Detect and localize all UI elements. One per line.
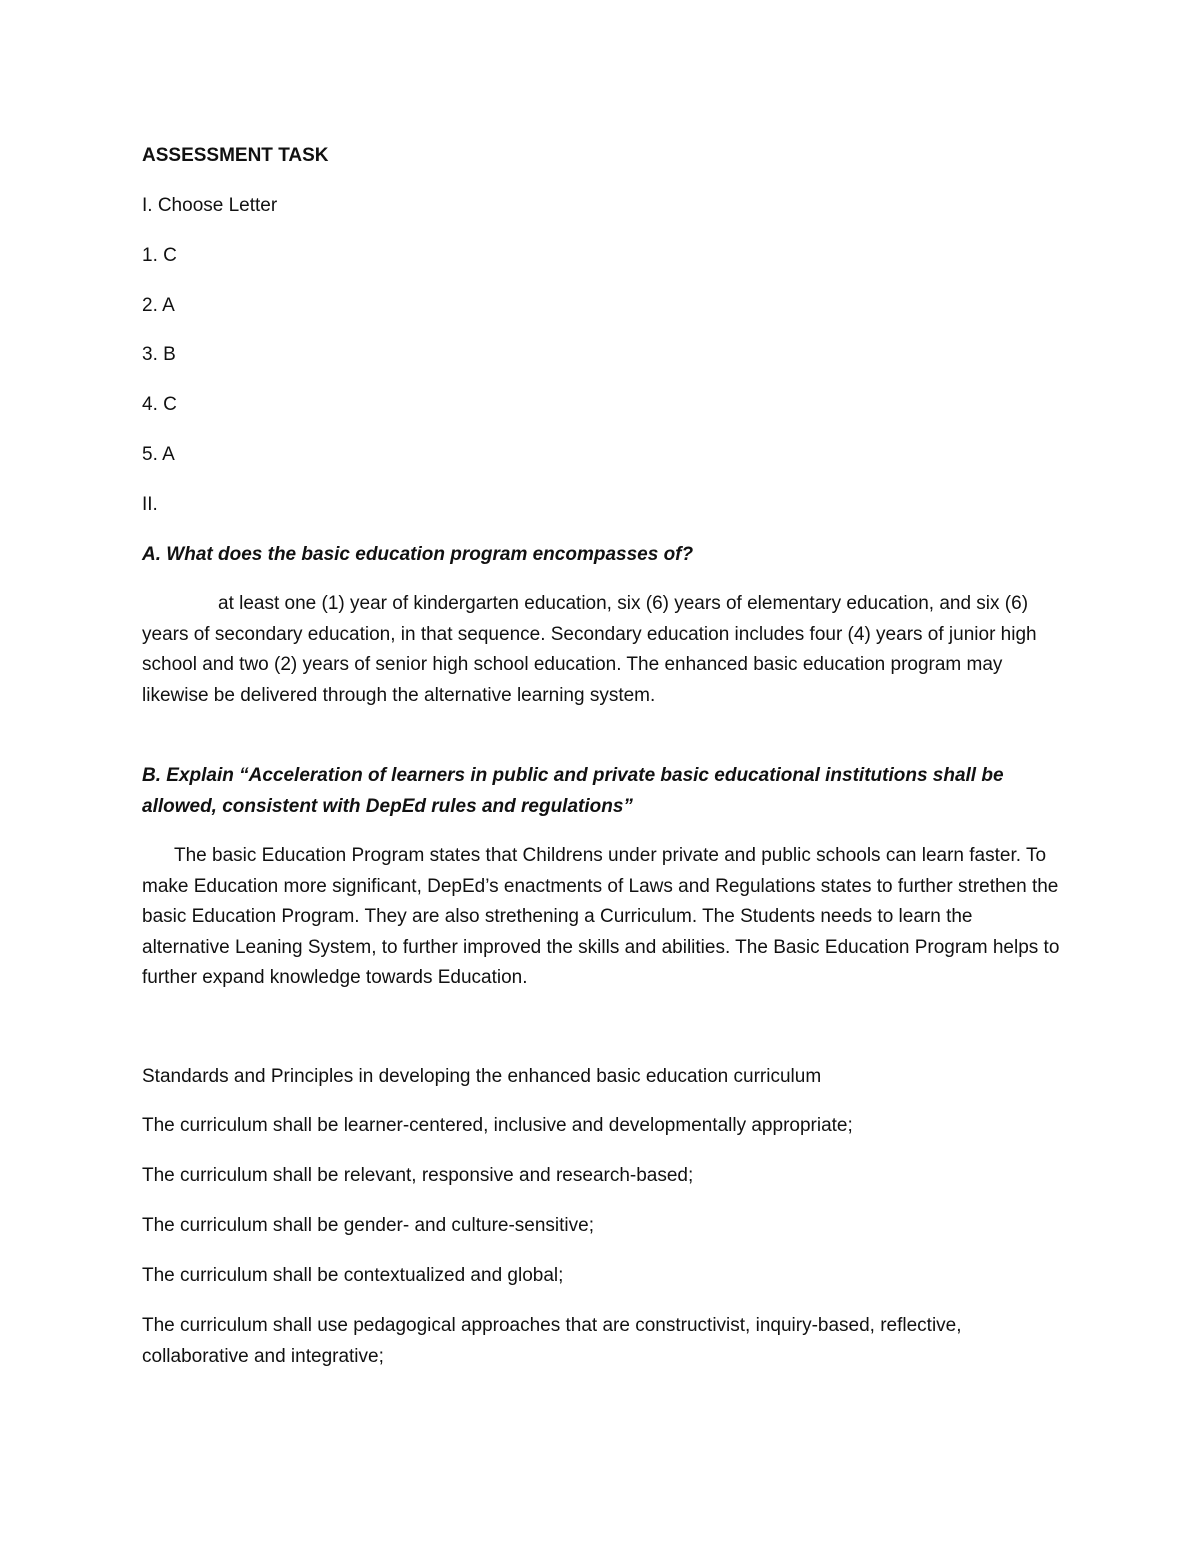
standard-item: The curriculum shall be contextualized and global; bbox=[142, 1265, 564, 1286]
standard-item: The curriculum shall use pedagogical approaches that are constructivist, inquiry-based, reflective, collaborative and integrative; bbox=[142, 1315, 962, 1367]
standard-item: The curriculum shall be gender- and culture-sensitive; bbox=[142, 1215, 594, 1236]
answer-1: 1. C bbox=[142, 245, 177, 266]
answer-3: 3. B bbox=[142, 344, 176, 365]
part2-heading: II. bbox=[142, 494, 158, 515]
answer-5: 5. A bbox=[142, 444, 175, 465]
part1-heading: I. Choose Letter bbox=[142, 195, 278, 216]
standard-item: The curriculum shall be learner-centered, inclusive and developmentally appropriate; bbox=[142, 1115, 853, 1136]
answer-2: 2. A bbox=[142, 295, 175, 316]
answer-b: The basic Education Program states that Childrens under private and public schools can learn faster. To make Education more significant, DepEd’s enactments of Laws and Regulations states to further strethen the basic Education Program. They are also strethening a Curriculum. The Students needs to learn the alternative Leaning System, to further improved the skills and abilities. The Basic Education Program helps to further expand knowledge towards Education. bbox=[142, 845, 1060, 988]
standard-item: The curriculum shall be relevant, responsive and research-based; bbox=[142, 1165, 694, 1186]
question-b: B. Explain “Acceleration of learners in public and private basic educational institutions shall be allowed, consistent with DepEd rules and regulations” bbox=[142, 765, 1004, 817]
standards-heading: Standards and Principles in developing the enhanced basic education curriculum bbox=[142, 1066, 822, 1087]
question-a: A. What does the basic education program encompasses of? bbox=[142, 544, 694, 565]
document-title: ASSESSMENT TASK bbox=[142, 145, 329, 166]
answer-4: 4. C bbox=[142, 394, 177, 415]
answer-a: at least one (1) year of kindergarten education, six (6) years of elementary education, and six (6) years of secondary education, in that sequence. Secondary education includes four (4) years of junior high school and two (2) years of senior high school education. The enhanced basic education program may likewise be delivered through the alternative learning system. bbox=[142, 593, 1037, 706]
